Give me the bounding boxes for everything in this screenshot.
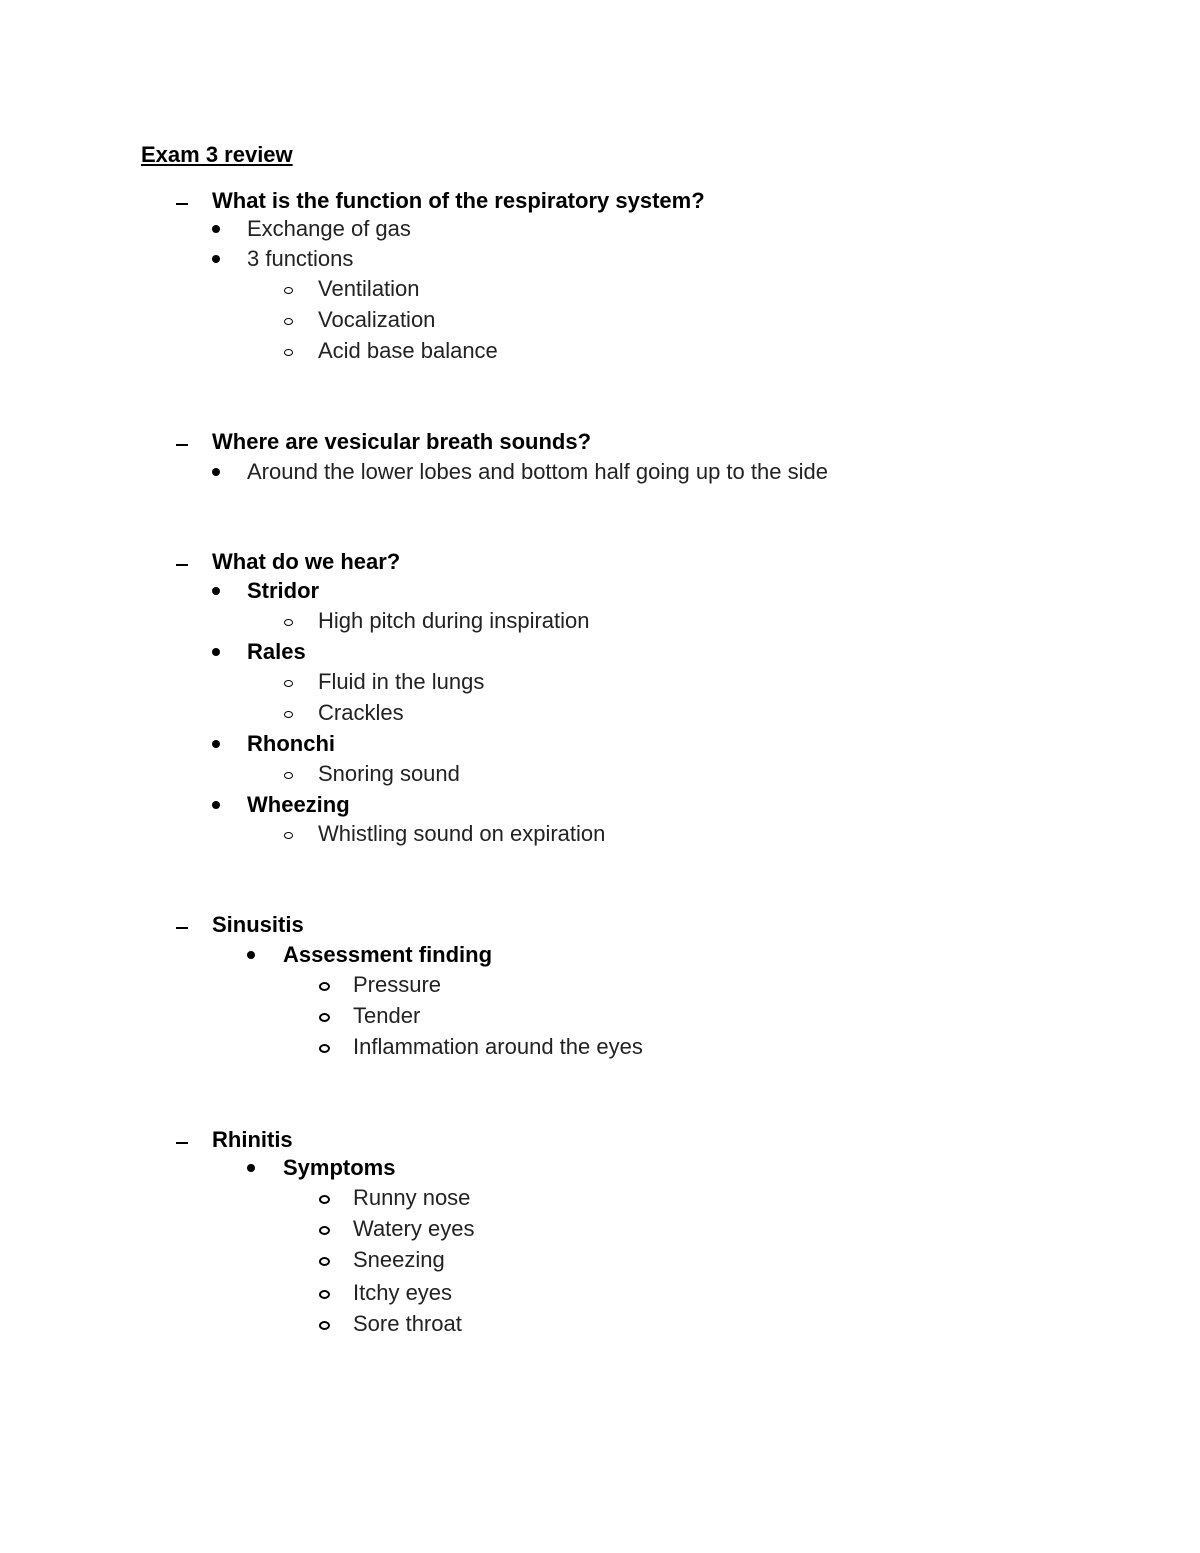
- sub-item: Tender: [353, 1003, 421, 1028]
- dash-marker: [176, 927, 188, 929]
- bullet-marker: [247, 1164, 255, 1172]
- sub-item: Fluid in the lungs: [318, 669, 485, 694]
- circle-marker: [284, 349, 293, 356]
- section-heading: What is the function of the respiratory system?: [212, 188, 705, 213]
- bullet-marker: [247, 951, 255, 959]
- section-heading: Sinusitis: [212, 912, 304, 937]
- list-item: 3 functions: [247, 246, 354, 271]
- circle-marker: [319, 1013, 330, 1022]
- list-item: Wheezing: [247, 792, 350, 817]
- document-title: Exam 3 review: [141, 142, 293, 167]
- sub-item: High pitch during inspiration: [318, 608, 590, 633]
- bullet-marker: [212, 740, 220, 748]
- sub-item: Inflammation around the eyes: [353, 1034, 643, 1059]
- sub-item: Vocalization: [318, 307, 436, 332]
- section-heading: Where are vesicular breath sounds?: [212, 429, 592, 454]
- list-item: Symptoms: [283, 1155, 396, 1180]
- circle-marker: [284, 619, 293, 626]
- circle-marker: [284, 832, 293, 839]
- bullet-marker: [212, 648, 220, 656]
- list-item: Rhonchi: [247, 731, 335, 756]
- circle-marker: [319, 982, 330, 991]
- list-item: Around the lower lobes and bottom half going up to the side: [247, 459, 828, 484]
- circle-marker: [284, 711, 293, 718]
- sub-item: Snoring sound: [318, 761, 460, 786]
- list-item: Rales: [247, 639, 306, 664]
- circle-marker: [319, 1257, 330, 1266]
- sub-item: Pressure: [353, 972, 442, 997]
- list-item: Stridor: [247, 578, 320, 603]
- bullet-marker: [212, 587, 220, 595]
- list-item: Assessment finding: [283, 942, 493, 967]
- dash-marker: [176, 444, 188, 446]
- sub-item: Itchy eyes: [353, 1280, 453, 1305]
- dash-marker: [176, 1142, 188, 1144]
- list-item: Exchange of gas: [247, 216, 411, 241]
- circle-marker: [284, 772, 293, 779]
- circle-marker: [319, 1226, 330, 1235]
- bullet-marker: [212, 801, 220, 809]
- circle-marker: [319, 1321, 330, 1330]
- circle-marker: [319, 1044, 330, 1053]
- circle-marker: [284, 680, 293, 687]
- sub-item: Acid base balance: [318, 338, 498, 363]
- circle-marker: [319, 1290, 330, 1299]
- bullet-marker: [212, 468, 220, 476]
- section-heading: What do we hear?: [212, 549, 401, 574]
- circle-marker: [284, 287, 293, 294]
- dash-marker: [176, 564, 188, 566]
- dash-marker: [176, 203, 188, 205]
- sub-item: Whistling sound on expiration: [318, 821, 606, 846]
- bullet-marker: [212, 255, 220, 263]
- sub-item: Watery eyes: [353, 1216, 475, 1241]
- bullet-marker: [212, 225, 220, 233]
- sub-item: Ventilation: [318, 276, 420, 301]
- sub-item: Sore throat: [353, 1311, 462, 1336]
- sub-item: Runny nose: [353, 1185, 471, 1210]
- sub-item: Crackles: [318, 700, 404, 725]
- section-heading: Rhinitis: [212, 1127, 293, 1152]
- circle-marker: [284, 318, 293, 325]
- circle-marker: [319, 1195, 330, 1204]
- sub-item: Sneezing: [353, 1247, 445, 1272]
